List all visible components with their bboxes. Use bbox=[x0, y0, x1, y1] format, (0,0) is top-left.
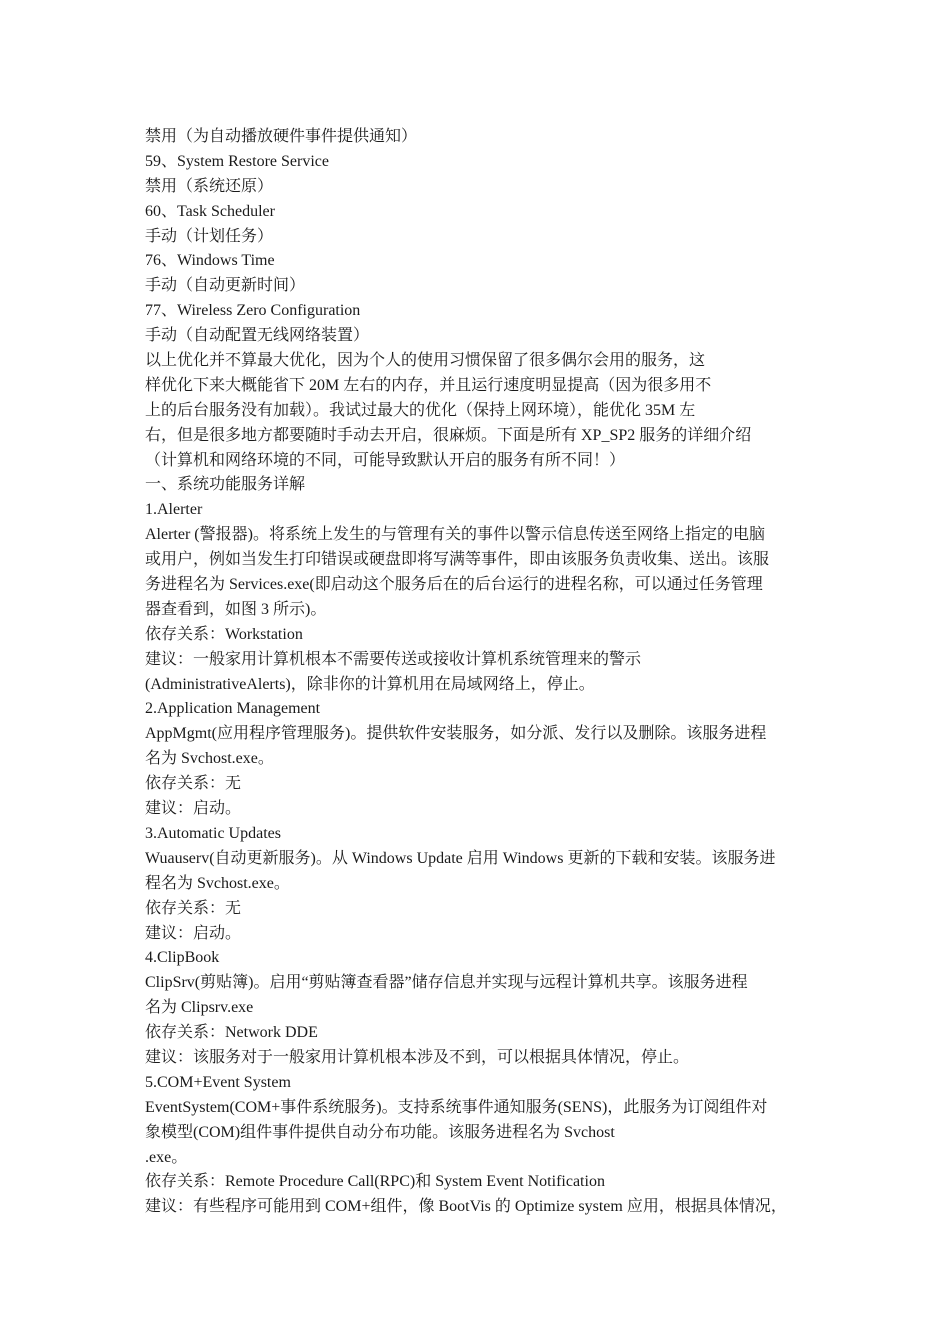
section-heading: 一、系统功能服务详解 bbox=[145, 476, 306, 494]
text-line: 右，但是很多地方都要随时手动去开启，很麻烦。下面是所有 XP_SP2 服务的详细介绍 bbox=[145, 426, 752, 444]
item-heading: 1.Alerter bbox=[145, 501, 203, 519]
text-line: 60、Task Scheduler bbox=[145, 202, 275, 220]
text-line: 手动（自动更新时间） bbox=[145, 277, 306, 295]
text-line: .exe。 bbox=[145, 1148, 188, 1166]
text-line: 59、System Restore Service bbox=[145, 152, 329, 170]
text-line: 务进程名为 Services.exe(即启动这个服务后在的后台运行的进程名称，可以通过任务管理 bbox=[145, 576, 763, 594]
text-line: 象模型(COM)组件事件提供自动分布功能。该服务进程名为 Svchost bbox=[145, 1123, 615, 1141]
item-heading: 2.Application Management bbox=[145, 700, 321, 718]
text-line: 76、Windows Time bbox=[145, 252, 275, 270]
text-line: Alerter (警报器)。将系统上发生的与管理有关的事件以警示信息传送至网络上指定的电脑 bbox=[145, 526, 765, 544]
text-line: 禁用（系统还原） bbox=[145, 177, 274, 195]
text-line: Wuauserv(自动更新服务)。从 Windows Update 启用 Windows 更新的下载和安装。该服务进 bbox=[145, 849, 776, 867]
text-line: 依存关系：Remote Procedure Call(RPC)和 System Event Notification bbox=[145, 1173, 605, 1191]
text-line: 或用户，例如当发生打印错误或硬盘即将写满等事件，即由该服务负责收集、送出。该服 bbox=[145, 551, 770, 569]
text-line: 器查看到，如图 3 所示)。 bbox=[145, 600, 327, 618]
text-line: 依存关系：无 bbox=[145, 775, 242, 793]
text-line: 依存关系：Workstation bbox=[145, 625, 303, 643]
text-line: 建议：一般家用计算机根本不需要传送或接收计算机系统管理来的警示 bbox=[145, 650, 642, 668]
text-line: 上的后台服务没有加载）。我试过最大的优化（保持上网环境），能优化 35M 左 bbox=[145, 401, 696, 419]
item-heading: 5.COM+Event System bbox=[145, 1073, 291, 1091]
text-line: （计算机和网络环境的不同，可能导致默认开启的服务有所不同！） bbox=[145, 451, 626, 469]
document-body bbox=[145, 125, 825, 1220]
text-line: EventSystem(COM+事件系统服务)。支持系统事件通知服务(SENS)，此服务为订阅组件对 bbox=[145, 1098, 768, 1116]
text-line: 手动（自动配置无线网络装置） bbox=[145, 327, 370, 345]
text-line: ClipSrv(剪贴簿)。启用“剪贴簿查看器”储存信息并实现与远程计算机共享。该服务进程 bbox=[145, 974, 748, 992]
text-line: 程名为 Svchost.exe。 bbox=[145, 874, 290, 892]
text-line: 建议：启动。 bbox=[145, 800, 242, 818]
text-line: 建议：该服务对于一般家用计算机根本涉及不到，可以根据具体情况，停止。 bbox=[145, 1048, 690, 1066]
text-line: 77、Wireless Zero Configuration bbox=[145, 302, 361, 320]
text-line: 建议：启动。 bbox=[145, 924, 242, 942]
text-line: 依存关系：无 bbox=[145, 899, 242, 917]
text-line: 样优化下来大概能省下 20M 左右的内存，并且运行速度明显提高（因为很多用不 bbox=[145, 376, 712, 394]
text-line: 禁用（为自动播放硬件事件提供通知） bbox=[145, 128, 418, 145]
text-line: 建议：有些程序可能用到 COM+组件，像 BootVis 的 Optimize system 应用，根据具体情况， bbox=[145, 1198, 787, 1216]
item-heading: 3.Automatic Updates bbox=[145, 824, 281, 842]
text-line: 名为 Svchost.exe。 bbox=[145, 750, 274, 768]
text-line: (AdministrativeAlerts)，除非你的计算机用在局域网络上，停止。 bbox=[145, 675, 595, 693]
text-line: 以上优化并不算最大优化，因为个人的使用习惯保留了很多偶尔会用的服务，这 bbox=[145, 352, 706, 370]
text-line: 名为 Clipsrv.exe bbox=[145, 999, 254, 1017]
text-line: AppMgmt(应用程序管理服务)。提供软件安装服务，如分派、发行以及删除。该服务进程 bbox=[145, 725, 767, 743]
item-heading: 4.ClipBook bbox=[145, 949, 220, 967]
text-line: 手动（计划任务） bbox=[145, 227, 274, 245]
text-line: 依存关系：Network DDE bbox=[145, 1024, 318, 1042]
